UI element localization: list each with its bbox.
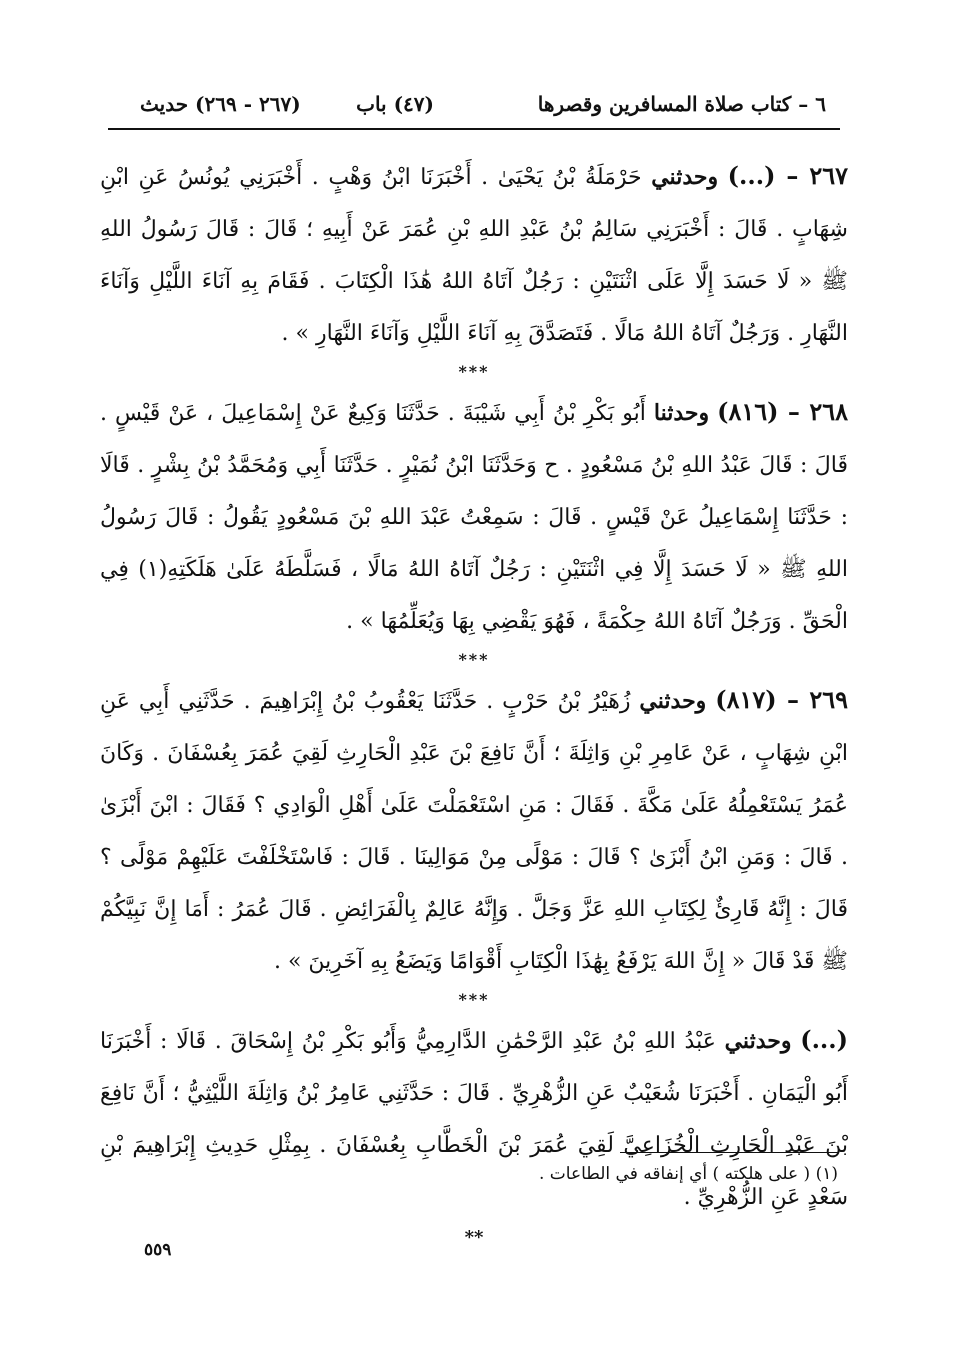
narration-opener: وحدثني [651, 164, 719, 190]
hadith-267 [100, 150, 848, 360]
section-separator: *** [458, 362, 490, 381]
hadith-number: ٢٦٨ – (٨١٦) [717, 397, 848, 426]
hadith-269-variant [100, 1014, 848, 1224]
hadith-content: عَبْدُ اللهِ بْنُ عَبْدِ الرَّحْمَٰنِ الدَّارِمِيُّ وَأَبُو بَكْرِ بْنُ إِسْحَاقَ . قَالَا : أَخْبَرَنَا أَبُو الْيَمَانِ . أَخْبَرَنَا شُعَيْبٌ عَنِ الزُّهْرِيِّ . قَالَ : حَدَّثَنِي عَامِرُ بْنُ وَاثِلَةَ اللَّيْثِيُّ ؛ أَنَّ نَافِعَ بْنَ عَبْدِ الْحَارِثِ الْخُزَاعِيَّ لَقِيَ عُمَرَ بْنَ الْخَطَّابِ بِعُسْفَانَ . بِمِثْلِ حَدِيثِ إِبْرَاهِيمَ بْنِ سَعْدٍ عَنِ الزُّهْرِيِّ . [100, 1029, 848, 1210]
header-divider [108, 128, 840, 130]
hadith-268 [100, 386, 848, 648]
hadith-number: (...) [800, 1025, 848, 1054]
narration-opener: وحدثني [639, 688, 707, 714]
hadith-content: حَرْمَلَةُ بْنُ يَحْيَىٰ . أَخْبَرَنَا ابْنُ وَهْبٍ . أَخْبَرَنِي يُونُسُ عَنِ ابْنِ شِهَابٍ . قَالَ : أَخْبَرَنِي سَالِمُ بْنُ عَبْدِ اللهِ بْنِ عُمَرَ عَنْ أَبِيهِ ؛ قَالَ : قَالَ رَسُولُ اللهِ ﷺ « لَا حَسَدَ إِلَّا عَلَى اثْنَتَيْنِ : رَجُلٌ آتَاهُ اللهُ هَٰذَا الْكِتَابَ . فَقَامَ بِهِ آنَاءَ اللَّيْلِ وَآنَاءَ النَّهَارِ . وَرَجُلٌ آتَاهُ اللهُ مَالًا . فَتَصَدَّقَ بِهِ آنَاءَ اللَّيْلِ وَآنَاءَ النَّهَارِ » . [100, 165, 848, 346]
hadith-269 [100, 674, 848, 988]
chapter-title: ٦ – كتاب صلاة المسافرين وقصرها [537, 92, 826, 116]
hadith-number: ٢٦٧ – (...) [727, 161, 848, 190]
footnote-divider [620, 1152, 838, 1153]
hadith-text-body [100, 150, 848, 1252]
page-number: ٥٥٩ [144, 1240, 172, 1260]
end-ornament: ** [464, 1227, 484, 1248]
narration-opener: وحدثني [724, 1028, 792, 1054]
hadith-content: أَبُو بَكْرِ بْنُ أَبِي شَيْبَةَ . حَدَّثَنَا وَكِيعٌ عَنْ إِسْمَاعِيلَ ، عَنْ قَيْسٍ . قَالَ : قَالَ عَبْدُ اللهِ بْنُ مَسْعُودٍ . ح وَحَدَّثَنَا ابْنُ نُمَيْرٍ . حَدَّثَنَا أَبِي وَمُحَمَّدُ بْنُ بِشْرٍ . قَالَا : حَدَّثَنَا إِسْمَاعِيلُ عَنْ قَيْسٍ . قَالَ : سَمِعْتُ عَبْدَ اللهِ بْنَ مَسْعُودٍ يَقُولُ : قَالَ رَسُولُ اللهِ ﷺ « لَا حَسَدَ إِلَّا فِي اثْنَتَيْنِ : رَجُلٌ آتَاهُ اللهُ مَالًا ، فَسَلَّطَهُ عَلَىٰ هَلَكَتِهِ(١) فِي الْحَقِّ . وَرَجُلٌ آتَاهُ اللهُ حِكْمَةً ، فَهُوَ يَقْضِي بِهَا وَيُعَلِّمُهَا » . [100, 401, 848, 634]
section-separator: *** [458, 990, 490, 1009]
footnote: (١) ( على هلكته ) أي إنفاقه في الطاعات . [538, 1164, 838, 1184]
running-header [140, 86, 826, 126]
narration-opener: وحدثنا [653, 400, 710, 426]
section-separator: *** [458, 650, 490, 669]
bab-label: (٤٧) باب [356, 92, 434, 116]
hadith-content: زُهَيْرُ بْنُ حَرْبٍ . حَدَّثَنَا يَعْقُوبُ بْنُ إِبْرَاهِيمَ . حَدَّثَنِي أَبِي عَنِ ابْنِ شِهَابٍ ، عَنْ عَامِرِ بْنِ وَاثِلَةَ ؛ أَنَّ نَافِعَ بْنَ عَبْدِ الْحَارِثِ لَقِيَ عُمَرَ بِعُسْفَانَ . وَكَانَ عُمَرُ يَسْتَعْمِلُهُ عَلَىٰ مَكَّةَ . فَقَالَ : مَنِ اسْتَعْمَلْتَ عَلَىٰ أَهْلِ الْوَادِي ؟ فَقَالَ : ابْنَ أَبْزَىٰ . قَالَ : وَمَنِ ابْنُ أَبْزَىٰ ؟ قَالَ : مَوْلًى مِنْ مَوَالِينَا . قَالَ : فَاسْتَخْلَفْتَ عَلَيْهِمْ مَوْلًى ؟ قَالَ : إِنَّهُ قَارِئٌ لِكِتَابِ اللهِ عَزَّ وَجَلَّ . وَإِنَّهُ عَالِمٌ بِالْفَرَائِضِ . قَالَ عُمَرُ : أَمَا إِنَّ نَبِيَّكُمْ ﷺ قَدْ قَالَ « إِنَّ اللهَ يَرْفَعُ بِهَٰذَا الْكِتَابِ أَقْوَامًا وَيَضَعُ بِهِ آخَرِينَ » . [100, 689, 848, 974]
hadith-range: (٢٦٧ - ٢٦٩) حديث [140, 92, 301, 116]
hadith-number: ٢٦٩ – (٨١٧) [715, 685, 848, 714]
